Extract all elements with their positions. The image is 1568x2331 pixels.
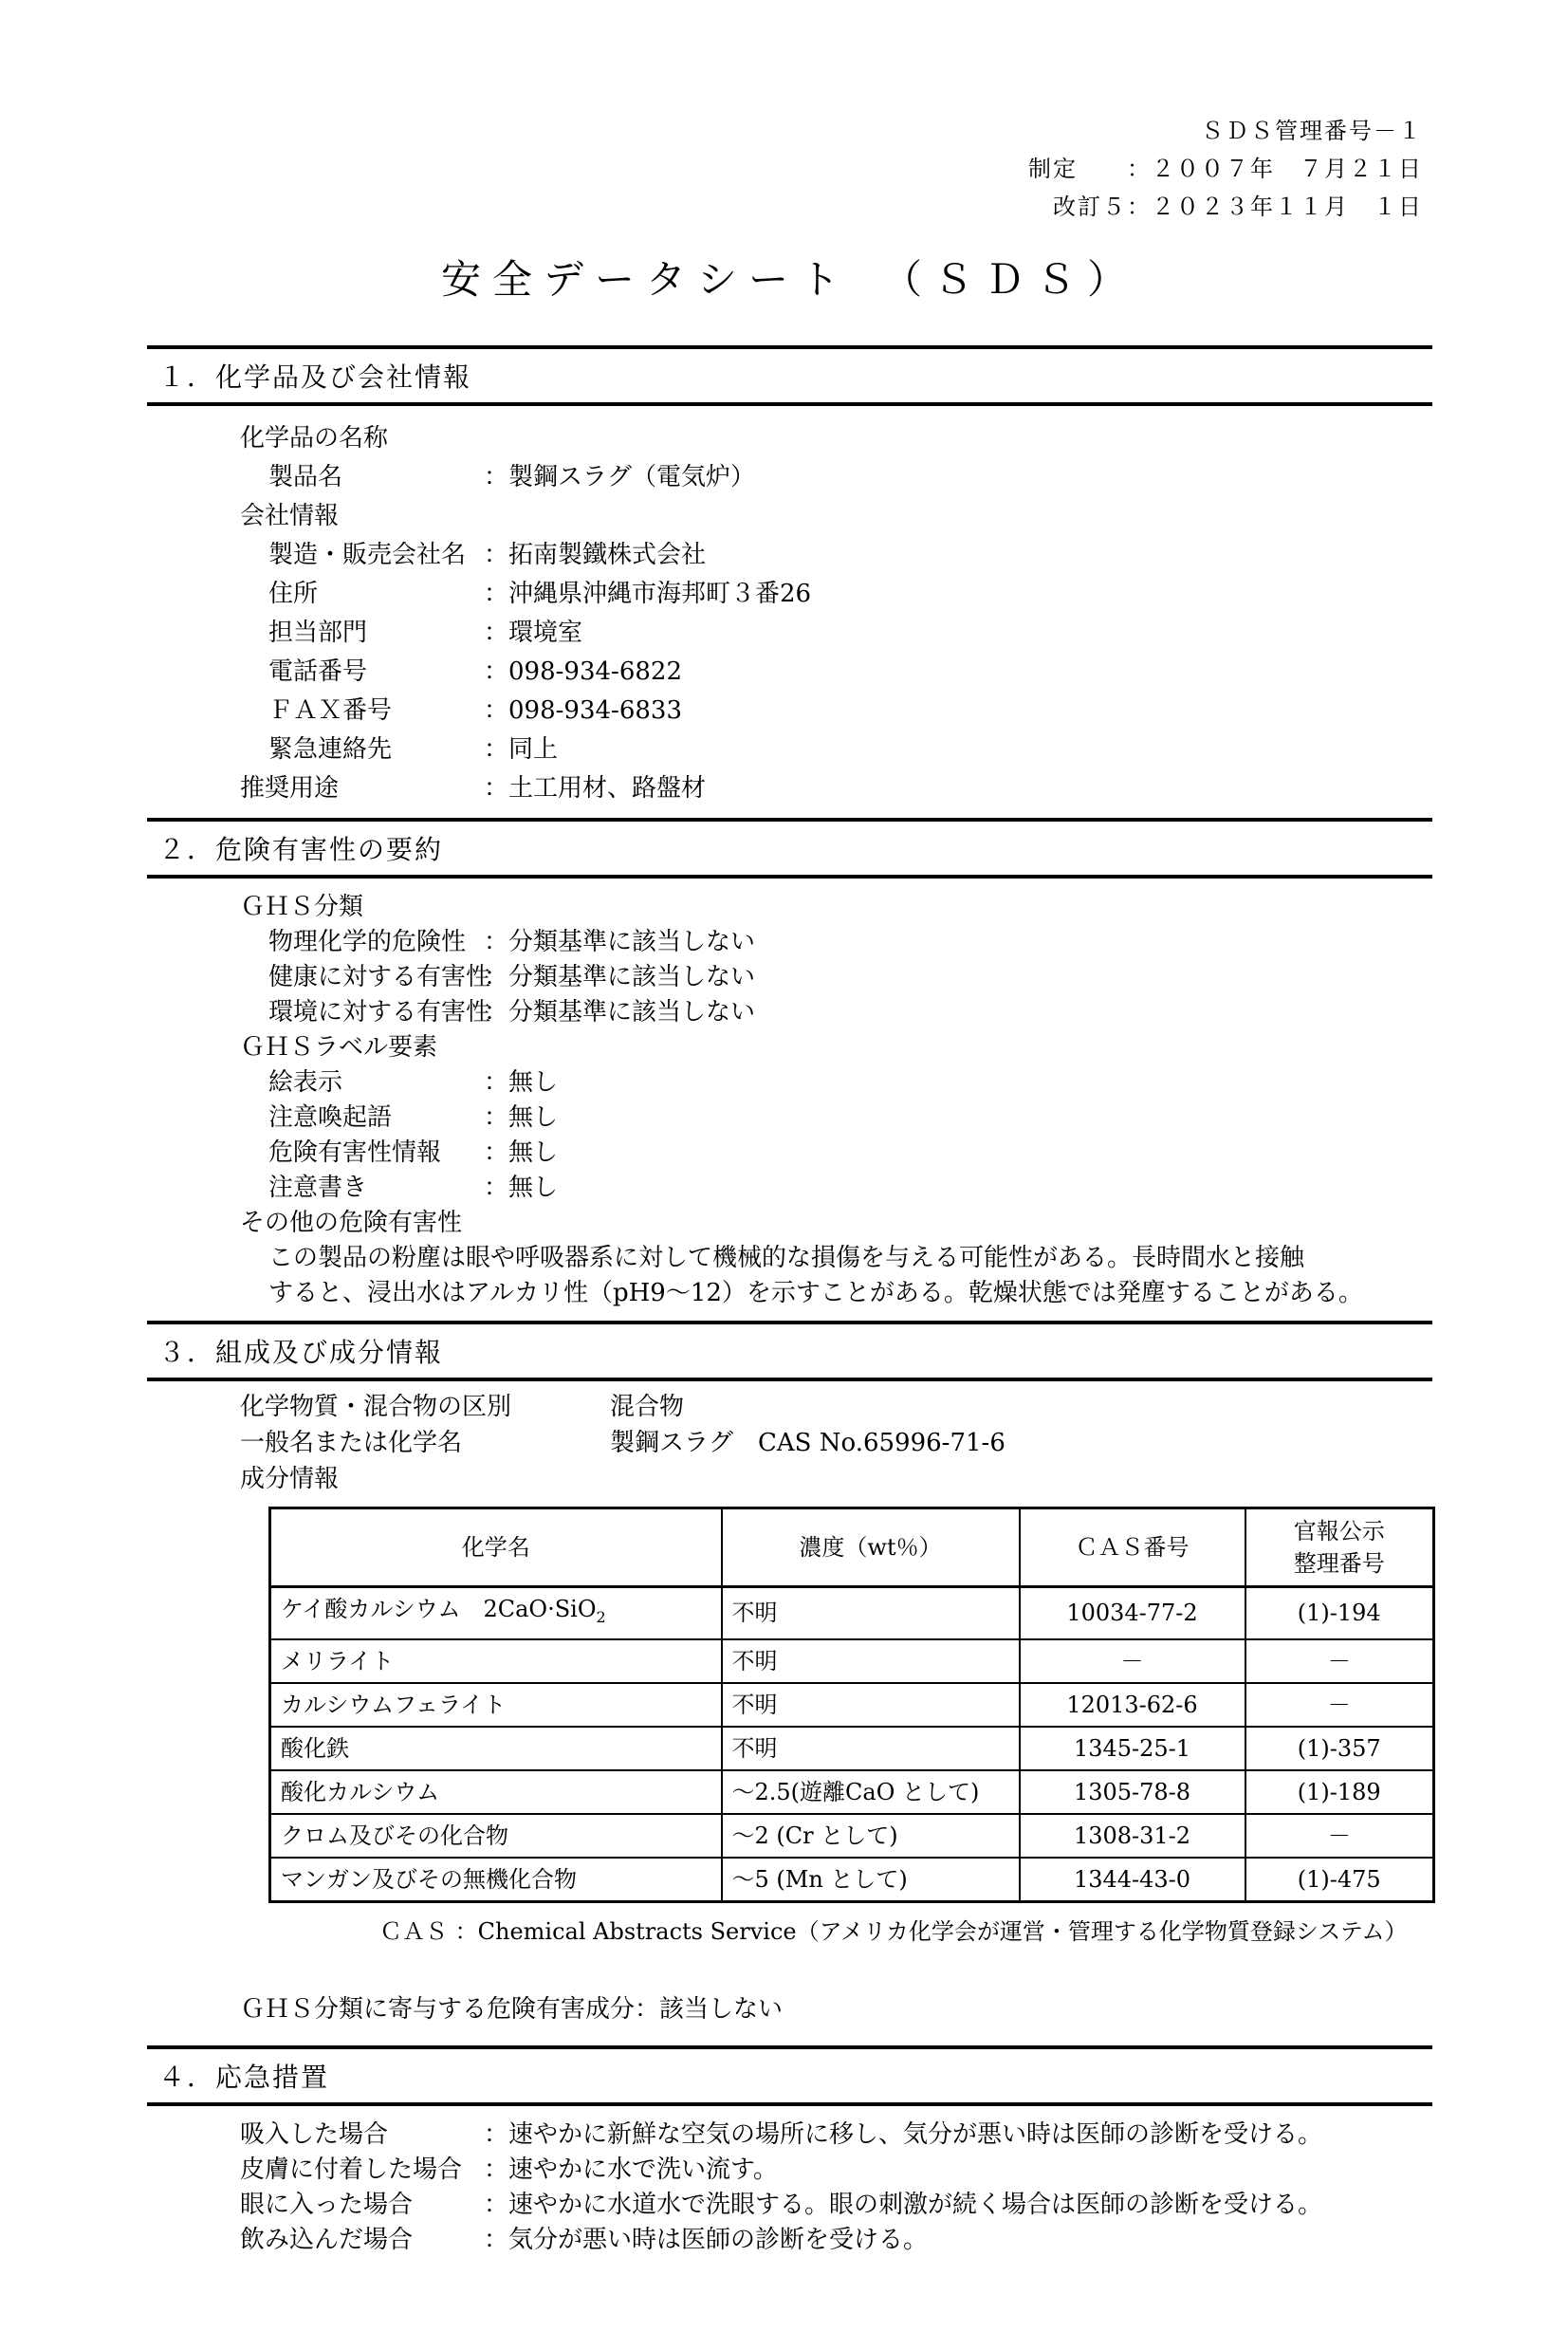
table-row	[270, 1639, 1434, 1683]
cell-chemical-name	[270, 1587, 722, 1639]
cell-gazette-number: －	[1245, 1639, 1434, 1683]
table-header-row	[270, 1508, 1434, 1587]
group-chemical-name: 化学品の名称	[240, 424, 389, 453]
field-row-physical-hazard	[147, 925, 1432, 960]
field-label: 物理化学的危険性	[268, 928, 467, 956]
field-value: ：同上	[484, 735, 559, 764]
cell-concentration: ～2.5(遊離CaO として)	[722, 1770, 1020, 1814]
cell-gazette-number: －	[1245, 1814, 1434, 1858]
field-value: ：分類基準に該当しない	[484, 963, 756, 991]
cell-gazette-number: (1)-194	[1245, 1587, 1434, 1639]
cell-cas-number: 1344-43-0	[1020, 1858, 1245, 1902]
group-ingredient-info: 成分情報	[240, 1465, 340, 1493]
cell-chemical-name: 酸化鉄	[270, 1727, 722, 1770]
group-company-info: 会社情報	[240, 502, 340, 530]
table-row	[270, 1727, 1434, 1770]
field-row-hazard-statement	[147, 1136, 1432, 1171]
field-row-generic-name	[147, 1425, 1432, 1461]
page-title: 安全データシート （ＳＤＳ）	[440, 256, 1138, 303]
field-label: 眼に入った場合	[240, 2190, 414, 2219]
doc-number: ＳＤＳ管理番号－１	[1201, 118, 1423, 144]
field-row-health-hazard	[147, 960, 1432, 995]
field-value: ：沖縄県沖縄市海邦町３番26	[484, 580, 812, 608]
sds-document-page	[0, 112, 1568, 2331]
section-3-body	[147, 1381, 1432, 2045]
table-row	[270, 1587, 1434, 1639]
field-label: 皮膚に付着した場合	[240, 2155, 463, 2184]
other-hazards-paragraph-line1: この製品の粉塵は眼や呼吸器系に対して機械的な損傷を与える可能性がある。長時間水と接触	[268, 1244, 1305, 1272]
field-label: 危険有害性情報	[268, 1138, 442, 1167]
field-value: ：速やかに水道水で洗眼する。眼の刺激が続く場合は医師の診断を受ける。	[484, 2190, 1323, 2219]
cell-concentration: 不明	[722, 1727, 1020, 1770]
field-row-skin-contact	[147, 2153, 1432, 2188]
field-value: ：無し	[484, 1138, 559, 1167]
field-label: 注意喚起語	[268, 1103, 393, 1132]
header-gazette-number	[1245, 1508, 1434, 1587]
cell-concentration: 不明	[722, 1683, 1020, 1727]
field-value: ：無し	[484, 1174, 559, 1202]
field-row-eye-contact	[147, 2188, 1432, 2223]
field-label: 絵表示	[268, 1068, 343, 1097]
group-other-hazards: その他の危険有害性	[240, 1209, 463, 1237]
field-row-mixture-type	[147, 1389, 1432, 1425]
field-label: 製造・販売会社名	[268, 541, 467, 569]
cell-cas-number: 10034-77-2	[1020, 1587, 1245, 1639]
field-label: 一般名または化学名	[240, 1429, 463, 1457]
field-row-company	[147, 536, 1432, 575]
field-value: ：098-934-6833	[484, 696, 682, 725]
field-value: ：気分が悪い時は医師の診断を受ける。	[484, 2225, 929, 2254]
revised-date: 改訂５：２０２３年１１月 １日	[1053, 194, 1423, 220]
field-label: 住所	[268, 580, 319, 608]
field-label: 環境に対する有害性	[268, 998, 491, 1027]
field-label: 緊急連絡先	[268, 735, 393, 764]
section-1-body	[147, 406, 1432, 818]
table-row	[270, 1814, 1434, 1858]
field-value: ：無し	[484, 1103, 559, 1132]
cell-chemical-name: 酸化カルシウム	[270, 1770, 722, 1814]
section-2-heading: ２．危険有害性の要約	[147, 818, 1432, 879]
field-row-fax	[147, 692, 1432, 731]
cell-concentration: 不明	[722, 1587, 1020, 1639]
field-row-emergency-contact	[147, 731, 1432, 769]
field-row-ingestion	[147, 2223, 1432, 2258]
cell-chemical-name: カルシウムフェライト	[270, 1683, 722, 1727]
field-label: 電話番号	[268, 657, 368, 686]
group-ghs-label-elements: ＧＨＳラベル要素	[240, 1033, 438, 1062]
section-1-heading: １．化学品及び会社情報	[147, 345, 1432, 406]
other-hazards-paragraph-line2: すると、浸出水はアルカリ性（pH9～12）を示すことがある。乾燥状態では発塵することがある。	[268, 1279, 1363, 1307]
field-label: 化学物質・混合物の区別	[240, 1393, 512, 1421]
field-value: ：拓南製鐵株式会社	[484, 541, 707, 569]
cell-concentration: ～2 (Cr として)	[722, 1814, 1020, 1858]
field-value: ：098-934-6822	[484, 657, 682, 686]
cell-cas-number: 12013-62-6	[1020, 1683, 1245, 1727]
section-4-body	[147, 2106, 1432, 2258]
cell-concentration: 不明	[722, 1639, 1020, 1683]
table-row	[270, 1858, 1434, 1902]
section-4-heading: ４．応急措置	[147, 2045, 1432, 2106]
table-row	[270, 1770, 1434, 1814]
field-value: 混合物	[610, 1393, 685, 1421]
field-label: 吸入した場合	[240, 2119, 389, 2149]
section-3-heading: ３．組成及び成分情報	[147, 1321, 1432, 1381]
cas-definition-note: ＣＡＳ ：Chemical Abstracts Service（アメリカ化学会が運営・管理する化学物質登録システム）	[379, 1917, 1408, 1945]
header-cas-number: ＣＡＳ番号	[1020, 1508, 1245, 1587]
field-row-department	[147, 614, 1432, 653]
field-value: ：環境室	[484, 619, 583, 647]
chemical-name-text: ケイ酸カルシウム 2CaO·SiO	[281, 1596, 597, 1622]
field-label: 担当部門	[268, 619, 368, 647]
field-label: 製品名	[268, 463, 343, 491]
field-value: ：土工用材、路盤材	[484, 774, 707, 803]
field-label: 推奨用途	[240, 774, 340, 803]
field-label: 飲み込んだ場合	[240, 2225, 414, 2254]
field-row-precautionary-statement	[147, 1171, 1432, 1206]
cell-chemical-name: クロム及びその化合物	[270, 1814, 722, 1858]
field-value: ：速やかに新鮮な空気の場所に移し、気分が悪い時は医師の診断を受ける。	[484, 2119, 1323, 2149]
field-row-signal-word	[147, 1101, 1432, 1136]
field-row-pictogram	[147, 1065, 1432, 1101]
cell-cas-number: －	[1020, 1639, 1245, 1683]
field-row-product-name	[147, 458, 1432, 497]
cell-concentration: ～5 (Mn として)	[722, 1858, 1020, 1902]
field-value: 製鋼スラグ CAS No.65996-71-6	[610, 1429, 1005, 1457]
cell-gazette-number: (1)-475	[1245, 1858, 1434, 1902]
cell-gazette-number: (1)-357	[1245, 1727, 1434, 1770]
field-row-environment-hazard	[147, 995, 1432, 1030]
field-label: 健康に対する有害性	[268, 963, 491, 991]
field-label: 注意書き	[268, 1174, 368, 1202]
ghs-contributing-components-note: ＧＨＳ分類に寄与する危険有害成分：該当しない	[240, 1994, 784, 2024]
cell-cas-number: 1345-25-1	[1020, 1727, 1245, 1770]
cell-gazette-number: (1)-189	[1245, 1770, 1434, 1814]
group-ghs-classification: ＧＨＳ分類	[240, 893, 364, 921]
cell-cas-number: 1305-78-8	[1020, 1770, 1245, 1814]
cell-cas-number: 1308-31-2	[1020, 1814, 1245, 1858]
chemical-formula-subscript: 2	[596, 1607, 606, 1626]
field-row-address	[147, 575, 1432, 614]
cell-gazette-number: －	[1245, 1683, 1434, 1727]
field-value: ：製鋼スラグ（電気炉）	[484, 463, 756, 491]
field-row-phone	[147, 653, 1432, 692]
field-row-recommended-use	[147, 769, 1432, 808]
section-2-body	[147, 879, 1432, 1321]
field-label: ＦＡＸ番号	[268, 696, 393, 725]
field-value: ：分類基準に該当しない	[484, 928, 756, 956]
header-chemical-name: 化学名	[270, 1508, 722, 1587]
established-date: 制定 ：２００７年 ７月２１日	[1028, 156, 1423, 182]
field-row-inhalation	[147, 2118, 1432, 2153]
document-meta	[147, 112, 1423, 226]
field-value: ：無し	[484, 1068, 559, 1097]
field-value: ：分類基準に該当しない	[484, 998, 756, 1027]
table-row	[270, 1683, 1434, 1727]
ingredients-table	[268, 1507, 1435, 1903]
header-concentration: 濃度（wt％）	[722, 1508, 1020, 1587]
cell-chemical-name: メリライト	[270, 1639, 722, 1683]
cell-chemical-name: マンガン及びその無機化合物	[270, 1858, 722, 1902]
header-gazette-line2: 整理番号	[1293, 1550, 1385, 1577]
field-value: ：速やかに水で洗い流す。	[484, 2155, 778, 2184]
header-gazette-line1: 官報公示	[1293, 1518, 1385, 1545]
